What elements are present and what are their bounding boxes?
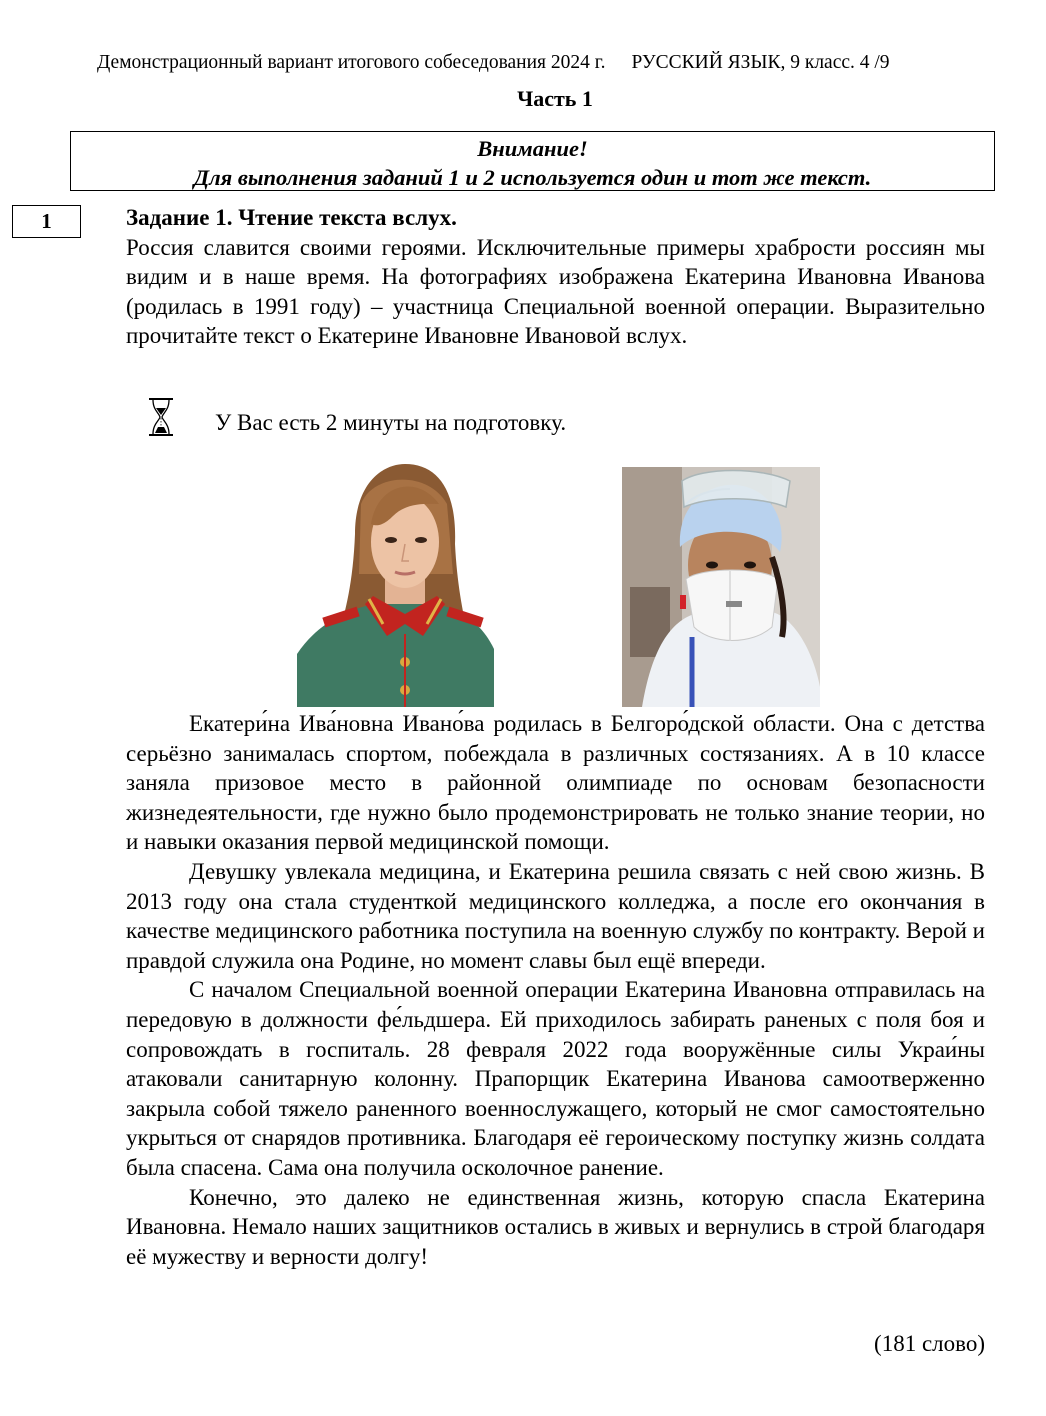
attention-text: Для выполнения заданий 1 и 2 используется один и тот же текст.	[193, 165, 872, 190]
timer-row	[147, 396, 847, 440]
part-title: Часть 1	[517, 86, 593, 111]
paragraph-4: Конечно, это далеко не единственная жизнь, которую спасла Екатерина Ивановна. Немало наших защитников остались в живых и вернулись в строй благодаря её мужеству и верности долгу!	[126, 1184, 985, 1269]
task-section	[126, 203, 985, 351]
header-doc-title: Демонстрационный вариант итогового собеседования 2024 г.	[97, 52, 606, 73]
paragraph-3: С началом Специальной военной операции Екатерина Ивановна отправилась на передовую в должности фе́льдшера. Ей приходилось забирать раненых с поля боя и сопровождать в госпиталь. 28 февраля 2022 года вооружённые силы Украи́ны атаковали санитарную колонну. Прапорщик Екатерина Иванова самоотверженно закрыла собой тяжело раненного военнослужащего, который не смог самостоятельно укрыться от снарядов противника. Благодаря её героическому поступку жизнь солдата была спасена. Сама она получила осколочное ранение.	[126, 977, 985, 1180]
task-number-box: 1	[12, 205, 81, 238]
task-title: Задание 1. Чтение текста вслух.	[126, 205, 457, 230]
reading-text	[126, 709, 985, 1271]
paragraph-2: Девушку увлекала медицина, и Екатерина решила связать с ней свою жизнь. В 2013 году она стала студенткой медицинского колледжа, а после его окончания в качестве медицинского работника поступила на военную службу по контракту. Верой и правдой служила она Родине, но момент славы был ещё впереди.	[126, 858, 985, 973]
photo-medical	[622, 467, 820, 707]
word-count: (181 слово)	[874, 1331, 985, 1356]
header-subject: РУССКИЙ ЯЗЫК, 9 класс. 4 /9	[631, 52, 890, 73]
hourglass-icon	[147, 396, 175, 438]
page-header	[97, 52, 997, 74]
paragraph-1: Екатери́на Ива́новна Ивано́ва родилась в Белгоро́дской области. Она с детства серьёзно занималась спортом, побеждала в различных состязаниях. А в 10 классе заняла призовое место в районной олимпиаде по основам безопасности жизнедеятельности, где нужно было продемонстрировать не только знание теории, но и навыки оказания первой медицинской помощи.	[126, 711, 985, 855]
photo-uniform	[297, 464, 494, 707]
timer-text: У Вас есть 2 минуты на подготовку.	[215, 410, 567, 435]
task-intro: Россия славится своими героями. Исключительные примеры храбрости россиян мы видим и в наше время. На фотографиях изображена Екатерина Ивановна Иванова (родилась в 1991 году) – участница Специальной военной операции. Выразительно прочитайте текст о Екатерине Ивановне Ивановой вслух.	[126, 234, 985, 349]
attention-title: Внимание!	[477, 136, 588, 161]
attention-box	[70, 131, 995, 191]
